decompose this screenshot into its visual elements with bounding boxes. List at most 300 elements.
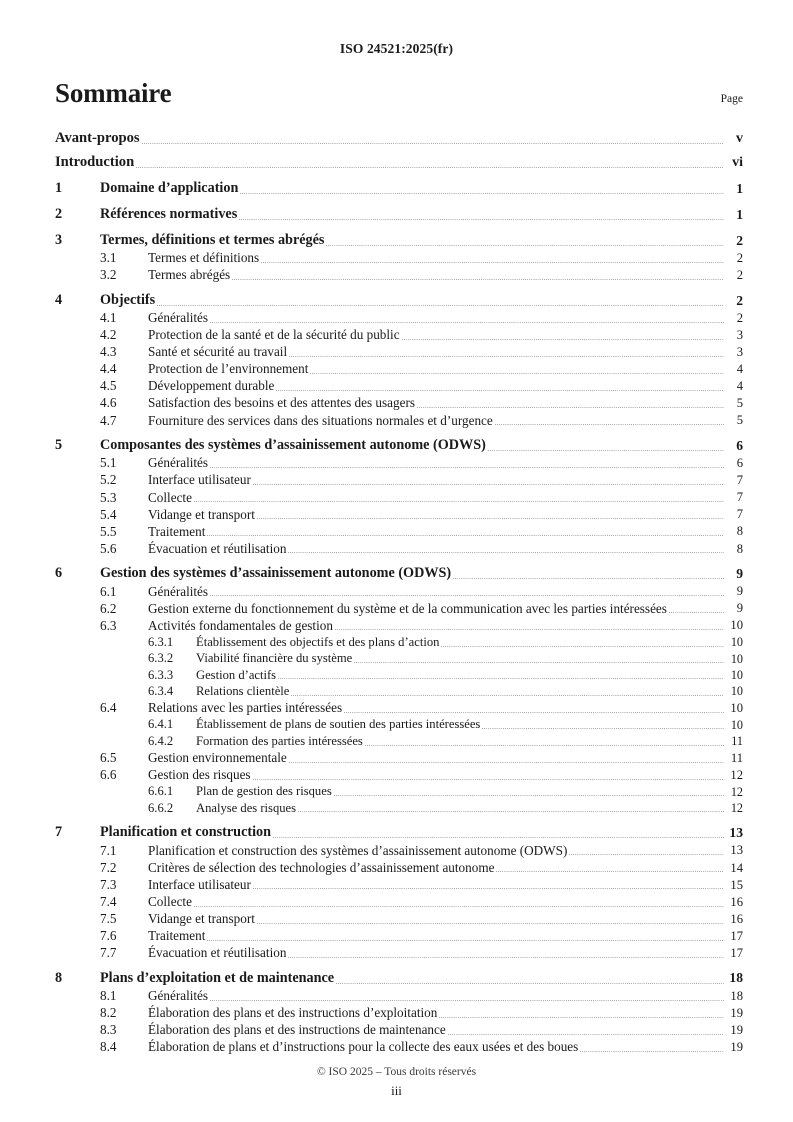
toc-entry-label: Élaboration des plans et des instructions d’exploitation xyxy=(148,1005,438,1021)
toc-entry-label: Établissement de plans de soutien des parties intéressées xyxy=(196,717,481,732)
toc-entry-label: Formation des parties intéressées xyxy=(196,733,363,748)
toc-entry-number: 8.4 xyxy=(100,1039,117,1055)
toc-entry-body xyxy=(100,292,743,309)
toc-entry-number: 7.1 xyxy=(100,842,117,858)
dot-leader xyxy=(488,450,724,451)
toc-entry[interactable] xyxy=(55,541,743,557)
toc-entry-page-number: 17 xyxy=(730,945,743,960)
toc-entry-number: 6.4 xyxy=(100,700,117,716)
toc-entry-number: 6 xyxy=(55,565,63,582)
dot-leader xyxy=(273,837,724,838)
toc-entry-body xyxy=(148,877,743,893)
toc-entry-body xyxy=(148,524,743,540)
toc-entry-number: 6.6.1 xyxy=(148,784,174,799)
toc-entry[interactable] xyxy=(55,717,743,732)
toc-entry-body xyxy=(148,988,743,1004)
toc-entry-number: 3 xyxy=(55,231,63,248)
toc-entry-body xyxy=(148,618,743,634)
toc-entry-number: 5.1 xyxy=(100,455,117,471)
toc-entry-body xyxy=(55,130,743,147)
toc-entry-page-number: 2 xyxy=(736,292,743,308)
toc-entry-label: Termes, définitions et termes abrégés xyxy=(100,231,325,248)
toc-entry-page-number: 3 xyxy=(736,327,743,342)
dot-leader xyxy=(580,1051,724,1052)
toc-entry-page-number: 8 xyxy=(736,541,743,556)
toc-entry-label: Viabilité financière du système xyxy=(196,651,353,666)
dot-leader xyxy=(253,888,724,889)
toc-entry-number: 8.2 xyxy=(100,1005,117,1021)
toc-entry-body xyxy=(55,154,743,171)
dot-leader xyxy=(276,390,724,391)
toc-entry-body xyxy=(148,541,743,557)
toc-entry-label: Relations clientèle xyxy=(196,683,290,698)
toc-entry-label: Vidange et transport xyxy=(148,911,255,927)
toc-entry-label: Généralités xyxy=(148,988,209,1003)
toc-entry[interactable] xyxy=(55,928,743,944)
dot-leader xyxy=(439,1017,724,1018)
toc-entry[interactable] xyxy=(55,154,743,171)
toc-entry[interactable] xyxy=(55,750,743,766)
toc-entry-page-number: 10 xyxy=(730,651,743,666)
toc-entry-label: Évacuation et réutilisation xyxy=(148,540,287,556)
toc-entry-page-number: 12 xyxy=(730,784,743,799)
toc-entry-label: Satisfaction des besoins et des attentes des usagers xyxy=(148,395,415,411)
toc-entry[interactable] xyxy=(55,455,743,471)
page-title: Sommaire xyxy=(55,78,172,108)
dot-leader xyxy=(288,957,724,958)
toc-entry-label: Élaboration de plans et d’instructions pour la collecte des eaux usées et des boues xyxy=(148,1039,579,1055)
toc-entry-page-number: 1 xyxy=(736,206,743,222)
toc-entry-number: 6.1 xyxy=(100,583,117,599)
toc-entry-body xyxy=(148,894,743,910)
toc-entry-label: Collecte xyxy=(148,489,192,505)
toc-entry[interactable] xyxy=(55,988,743,1004)
toc-entry-page-number: 2 xyxy=(736,250,743,265)
toc-entry[interactable] xyxy=(55,395,743,411)
toc-entry-page-number: 6 xyxy=(736,437,743,453)
toc-entry-page-number: 18 xyxy=(729,970,743,986)
toc-entry-number: 6.5 xyxy=(100,750,117,766)
dot-leader xyxy=(207,940,724,941)
toc-entry[interactable] xyxy=(55,267,743,283)
toc-entry[interactable] xyxy=(55,684,743,699)
toc-entry[interactable] xyxy=(55,180,743,197)
toc-entry-label: Planification et construction des systèmes d’assainissement autonome (ODWS) xyxy=(148,842,568,858)
toc-entry-label: Termes abrégés xyxy=(148,267,231,283)
toc-entry-label: Collecte xyxy=(148,893,192,909)
toc-entry-page-number: 18 xyxy=(730,988,743,1003)
copyright-notice: © ISO 2025 – Tous droits réservés xyxy=(316,1066,477,1078)
toc-entry[interactable] xyxy=(55,310,743,326)
dot-leader xyxy=(453,578,724,579)
toc-entry-label: Objectifs xyxy=(100,291,156,308)
toc-entry-page-number: 15 xyxy=(730,877,743,892)
toc-entry-label: Gestion d’actifs xyxy=(196,667,277,682)
toc-entry[interactable] xyxy=(55,472,743,488)
dot-leader xyxy=(240,193,724,194)
toc-entry-body xyxy=(100,180,743,197)
toc-entry[interactable] xyxy=(55,618,743,634)
toc-entry-number: 7.2 xyxy=(100,859,117,875)
toc-entry-body xyxy=(100,232,743,249)
page-column-label: Page xyxy=(720,93,743,105)
dot-leader xyxy=(495,424,724,425)
toc-entry[interactable] xyxy=(55,490,743,506)
dot-leader xyxy=(336,983,724,984)
toc-entry-label: Analyse des risques xyxy=(196,800,297,815)
dot-leader xyxy=(142,143,724,144)
toc-entry-page-number: 2 xyxy=(736,232,743,248)
toc-entry[interactable] xyxy=(55,565,743,582)
toc-entry-body xyxy=(196,635,743,650)
toc-entry-label: Protection de la santé et de la sécurité du public xyxy=(148,327,400,343)
toc-entry-body xyxy=(100,565,743,582)
toc-entry-label: Fourniture des services dans des situations normales et d’urgence xyxy=(148,412,493,428)
toc-entry-number: 5.3 xyxy=(100,489,117,505)
dot-leader xyxy=(496,871,724,872)
toc-entry-number: 7 xyxy=(55,824,63,841)
toc-entry-label: Interface utilisateur xyxy=(148,876,251,892)
toc-entry[interactable] xyxy=(55,734,743,749)
toc-entry-number: 7.5 xyxy=(100,911,117,927)
dot-leader xyxy=(239,219,724,220)
toc-entry-number: 4 xyxy=(55,291,63,308)
toc-entry-number: 7.4 xyxy=(100,893,117,909)
toc-entry[interactable] xyxy=(55,232,743,249)
toc-entry-body xyxy=(148,1039,743,1055)
toc-entry[interactable] xyxy=(55,524,743,540)
table-of-contents xyxy=(55,130,743,1055)
toc-entry-number: 6.3.4 xyxy=(148,683,174,698)
toc-entry-body xyxy=(148,344,743,360)
toc-entry-page-number: 14 xyxy=(730,860,743,875)
toc-entry-body xyxy=(196,668,743,683)
dot-leader xyxy=(354,662,724,663)
toc-entry[interactable] xyxy=(55,378,743,394)
dot-leader xyxy=(441,646,724,647)
toc-entry-label: Établissement des objectifs et des plans d’action xyxy=(196,634,440,649)
toc-entry-body xyxy=(148,490,743,506)
toc-entry-number: 6.2 xyxy=(100,600,117,616)
toc-entry-body xyxy=(148,395,743,411)
dot-leader xyxy=(157,305,724,306)
toc-entry-page-number: 17 xyxy=(730,928,743,943)
dot-leader xyxy=(448,1034,724,1035)
page-footer xyxy=(0,1066,793,1099)
toc-entry[interactable] xyxy=(55,824,743,841)
toc-entry-number: 5.6 xyxy=(100,540,117,556)
toc-entry-page-number: 12 xyxy=(730,801,743,816)
toc-entry-page-number: 19 xyxy=(730,1022,743,1037)
toc-entry-page-number: 5 xyxy=(736,413,743,428)
toc-entry-body xyxy=(100,437,743,454)
dot-leader xyxy=(669,612,724,613)
toc-entry-body xyxy=(148,1022,743,1038)
toc-entry-label: Gestion des risques xyxy=(148,767,251,783)
dot-leader xyxy=(482,728,724,729)
toc-entry-body xyxy=(196,734,743,749)
toc-entry[interactable] xyxy=(55,206,743,223)
toc-entry-body xyxy=(100,206,743,223)
toc-entry-number: 7.6 xyxy=(100,928,117,944)
toc-entry-number: 6.3.1 xyxy=(148,634,174,649)
toc-entry[interactable] xyxy=(55,130,743,147)
toc-entry-body xyxy=(196,801,743,816)
toc-entry-page-number: 3 xyxy=(736,344,743,359)
toc-entry-number: 5 xyxy=(55,437,63,454)
toc-entry[interactable] xyxy=(55,1005,743,1021)
toc-entry-page-number: 2 xyxy=(736,310,743,325)
toc-entry-label: Composantes des systèmes d’assainissement autonome (ODWS) xyxy=(100,437,486,454)
toc-entry-body xyxy=(148,310,743,326)
toc-entry-number: 4.6 xyxy=(100,395,117,411)
dot-leader xyxy=(291,695,724,696)
toc-entry-page-number: 7 xyxy=(736,507,743,522)
toc-entry-page-number: 2 xyxy=(736,267,743,282)
toc-entry-body xyxy=(148,601,743,617)
toc-entry-page-number: 4 xyxy=(736,362,743,377)
toc-entry-page-number: 10 xyxy=(730,635,743,650)
toc-entry[interactable] xyxy=(55,700,743,716)
toc-entry[interactable] xyxy=(55,860,743,876)
toc-entry[interactable] xyxy=(55,413,743,429)
toc-entry[interactable] xyxy=(55,437,743,454)
toc-entry-page-number: 19 xyxy=(730,1005,743,1020)
toc-entry-number: 6.6 xyxy=(100,767,117,783)
toc-entry-body xyxy=(100,970,743,987)
dot-leader xyxy=(417,407,724,408)
toc-entry-label: Domaine d’application xyxy=(100,180,239,197)
toc-entry-number: 6.3.3 xyxy=(148,667,174,682)
toc-entry-page-number: 7 xyxy=(736,473,743,488)
toc-entry-label: Gestion des systèmes d’assainissement autonome (ODWS) xyxy=(100,565,452,582)
toc-entry-page-number: 12 xyxy=(730,767,743,782)
toc-entry-label: Interface utilisateur xyxy=(148,472,251,488)
toc-entry-body xyxy=(148,843,743,859)
toc-entry-page-number: 10 xyxy=(730,618,743,633)
dot-leader xyxy=(344,712,724,713)
dot-leader xyxy=(278,678,724,679)
toc-entry-label: Généralités xyxy=(148,455,209,471)
toc-entry-page-number: 10 xyxy=(730,717,743,732)
toc-entry-page-number: 9 xyxy=(736,584,743,599)
toc-entry-label: Vidange et transport xyxy=(148,506,255,522)
toc-entry-page-number: 1 xyxy=(736,181,743,197)
dot-leader xyxy=(335,629,724,630)
toc-entry-label: Évacuation et réutilisation xyxy=(148,945,287,961)
toc-entry-body xyxy=(148,767,743,783)
toc-entry-label: Santé et sécurité au travail xyxy=(148,344,288,360)
toc-entry-number: 5.5 xyxy=(100,523,117,539)
toc-entry[interactable] xyxy=(55,327,743,343)
toc-entry-page-number: 11 xyxy=(731,734,743,749)
toc-entry-number: 1 xyxy=(55,180,63,197)
dot-leader xyxy=(289,762,724,763)
toc-entry-page-number: 11 xyxy=(730,750,743,765)
toc-entry[interactable] xyxy=(55,601,743,617)
toc-entry-body xyxy=(196,784,743,799)
toc-entry-number: 6.6.2 xyxy=(148,800,174,815)
toc-entry-number: 2 xyxy=(55,206,63,223)
toc-entry-number: 6.3 xyxy=(100,617,117,633)
toc-entry-body xyxy=(148,945,743,961)
dot-leader xyxy=(298,811,724,812)
toc-entry-body xyxy=(148,507,743,523)
toc-entry[interactable] xyxy=(55,945,743,961)
toc-entry-label: Activités fondamentales de gestion xyxy=(148,617,333,633)
toc-entry-label: Généralités xyxy=(148,583,209,599)
toc-entry-page-number: 8 xyxy=(736,524,743,539)
toc-entry-label: Traitement xyxy=(148,523,206,539)
toc-entry-body xyxy=(148,378,743,394)
dot-leader xyxy=(210,595,724,596)
toc-entry[interactable] xyxy=(55,292,743,309)
toc-entry-body xyxy=(148,361,743,377)
dot-leader xyxy=(253,484,724,485)
toc-entry[interactable] xyxy=(55,877,743,893)
toc-entry-number: 5.4 xyxy=(100,506,117,522)
toc-entry-page-number: 13 xyxy=(729,825,743,841)
toc-entry-page-number: 19 xyxy=(730,1039,743,1054)
toc-entry-page-number: 10 xyxy=(730,701,743,715)
toc-entry-page-number: 13 xyxy=(730,843,743,858)
toc-entry-label: Gestion externe du fonctionnement du système et de la communication avec les parties intéressées xyxy=(148,600,667,616)
toc-entry-body xyxy=(148,584,743,600)
dot-leader xyxy=(210,322,724,323)
toc-entry-page-number: 5 xyxy=(736,396,743,411)
dot-leader xyxy=(289,356,724,357)
toc-entry-label: Avant-propos xyxy=(55,130,140,146)
toc-entry-body xyxy=(100,824,743,841)
toc-entry[interactable] xyxy=(55,668,743,683)
toc-entry-label: Gestion environnementale xyxy=(148,750,287,766)
toc-entry-body xyxy=(148,1005,743,1021)
toc-entry-body xyxy=(196,651,743,666)
dot-leader xyxy=(257,518,724,519)
toc-entry-label: Planification et construction xyxy=(100,824,272,841)
toc-entry[interactable] xyxy=(55,784,743,799)
toc-entry-label: Élaboration des plans et des instructions de maintenance xyxy=(148,1022,446,1038)
toc-entry-body xyxy=(196,717,743,732)
toc-entry-number: 7.3 xyxy=(100,876,117,892)
toc-entry[interactable] xyxy=(55,651,743,666)
toc-entry[interactable] xyxy=(55,1022,743,1038)
toc-entry-page-number: 9 xyxy=(736,601,743,616)
toc-entry-body xyxy=(148,700,743,716)
toc-entry-body xyxy=(148,327,743,343)
folio-number: iii xyxy=(391,1083,402,1098)
toc-entry-number: 3.1 xyxy=(100,250,117,266)
toc-entry-label: Plans d’exploitation et de maintenance xyxy=(100,969,335,986)
toc-entry-number: 7.7 xyxy=(100,945,117,961)
toc-entry-body xyxy=(148,455,743,471)
toc-entry-page-number: 6 xyxy=(736,456,743,471)
dot-leader xyxy=(334,795,724,796)
toc-entry-number: 3.2 xyxy=(100,267,117,283)
toc-entry-body xyxy=(148,472,743,488)
dot-leader xyxy=(210,1000,724,1001)
toc-entry-number: 6.4.1 xyxy=(148,717,174,732)
toc-entry-body xyxy=(148,750,743,766)
toc-entry[interactable] xyxy=(55,911,743,927)
toc-entry-page-number: 16 xyxy=(730,911,743,926)
toc-entry-body xyxy=(148,267,743,283)
toc-entry[interactable] xyxy=(55,250,743,266)
toc-entry-number: 4.7 xyxy=(100,412,117,428)
toc-entry[interactable] xyxy=(55,584,743,600)
toc-entry-page-number: v xyxy=(736,130,743,146)
toc-entry-label: Développement durable xyxy=(148,378,275,394)
toc-entry-number: 6.3.2 xyxy=(148,651,174,666)
toc-entry-page-number: 10 xyxy=(730,668,743,683)
dot-leader xyxy=(136,167,724,168)
dot-leader xyxy=(261,262,724,263)
dot-leader xyxy=(232,279,724,280)
toc-entry[interactable] xyxy=(55,843,743,859)
toc-entry[interactable] xyxy=(55,1039,743,1055)
dot-leader xyxy=(194,906,724,907)
toc-entry[interactable] xyxy=(55,344,743,360)
toc-entry-label: Généralités xyxy=(148,310,209,326)
toc-entry-label: Plan de gestion des risques xyxy=(196,784,332,799)
toc-entry-label: Protection de l’environnement xyxy=(148,361,309,377)
toc-entry-body xyxy=(148,911,743,927)
toc-entry-body xyxy=(148,860,743,876)
dot-leader xyxy=(402,339,724,340)
running-header: ISO 24521:2025(fr) xyxy=(339,41,454,56)
title-row xyxy=(55,78,743,109)
toc-entry[interactable] xyxy=(55,507,743,523)
toc-entry-number: 4.4 xyxy=(100,361,117,377)
toc-entry[interactable] xyxy=(55,970,743,987)
toc-entry[interactable] xyxy=(55,361,743,377)
toc-entry-number: 4.5 xyxy=(100,378,117,394)
toc-entry-number: 4.3 xyxy=(100,344,117,360)
toc-entry-number: 5.2 xyxy=(100,472,117,488)
toc-entry-number: 4.2 xyxy=(100,327,117,343)
toc-entry-page-number: 10 xyxy=(730,684,743,699)
toc-entry-label: Références normatives xyxy=(100,206,238,223)
dot-leader xyxy=(310,373,724,374)
dot-leader xyxy=(194,501,724,502)
toc-entry-number: 4.1 xyxy=(100,310,117,326)
toc-entry[interactable] xyxy=(55,894,743,910)
toc-entry-page-number: 7 xyxy=(736,490,743,505)
dot-leader xyxy=(207,535,724,536)
toc-entry-page-number: 16 xyxy=(730,894,743,909)
toc-entry-body xyxy=(148,250,743,266)
toc-entry-number: 8.3 xyxy=(100,1022,117,1038)
toc-entry[interactable] xyxy=(55,767,743,783)
toc-entry-page-number: 4 xyxy=(736,379,743,394)
toc-entry[interactable] xyxy=(55,801,743,816)
toc-entry-label: Critères de sélection des technologies d’assainissement autonome xyxy=(148,859,495,875)
dot-leader xyxy=(288,552,724,553)
toc-entry-label: Relations avec les parties intéressées xyxy=(148,700,343,716)
dot-leader xyxy=(210,467,724,468)
toc-entry-body xyxy=(196,684,743,699)
toc-entry-page-number: 9 xyxy=(736,566,743,582)
dot-leader xyxy=(569,854,724,855)
toc-entry-number: 6.4.2 xyxy=(148,733,174,748)
toc-entry-number: 8 xyxy=(55,969,63,986)
toc-entry[interactable] xyxy=(55,635,743,650)
toc-entry-label: Termes et définitions xyxy=(148,250,260,266)
toc-entry-label: Introduction xyxy=(55,154,135,171)
dot-leader xyxy=(326,245,724,246)
toc-entry-label: Traitement xyxy=(148,928,206,944)
dot-leader xyxy=(365,745,724,746)
